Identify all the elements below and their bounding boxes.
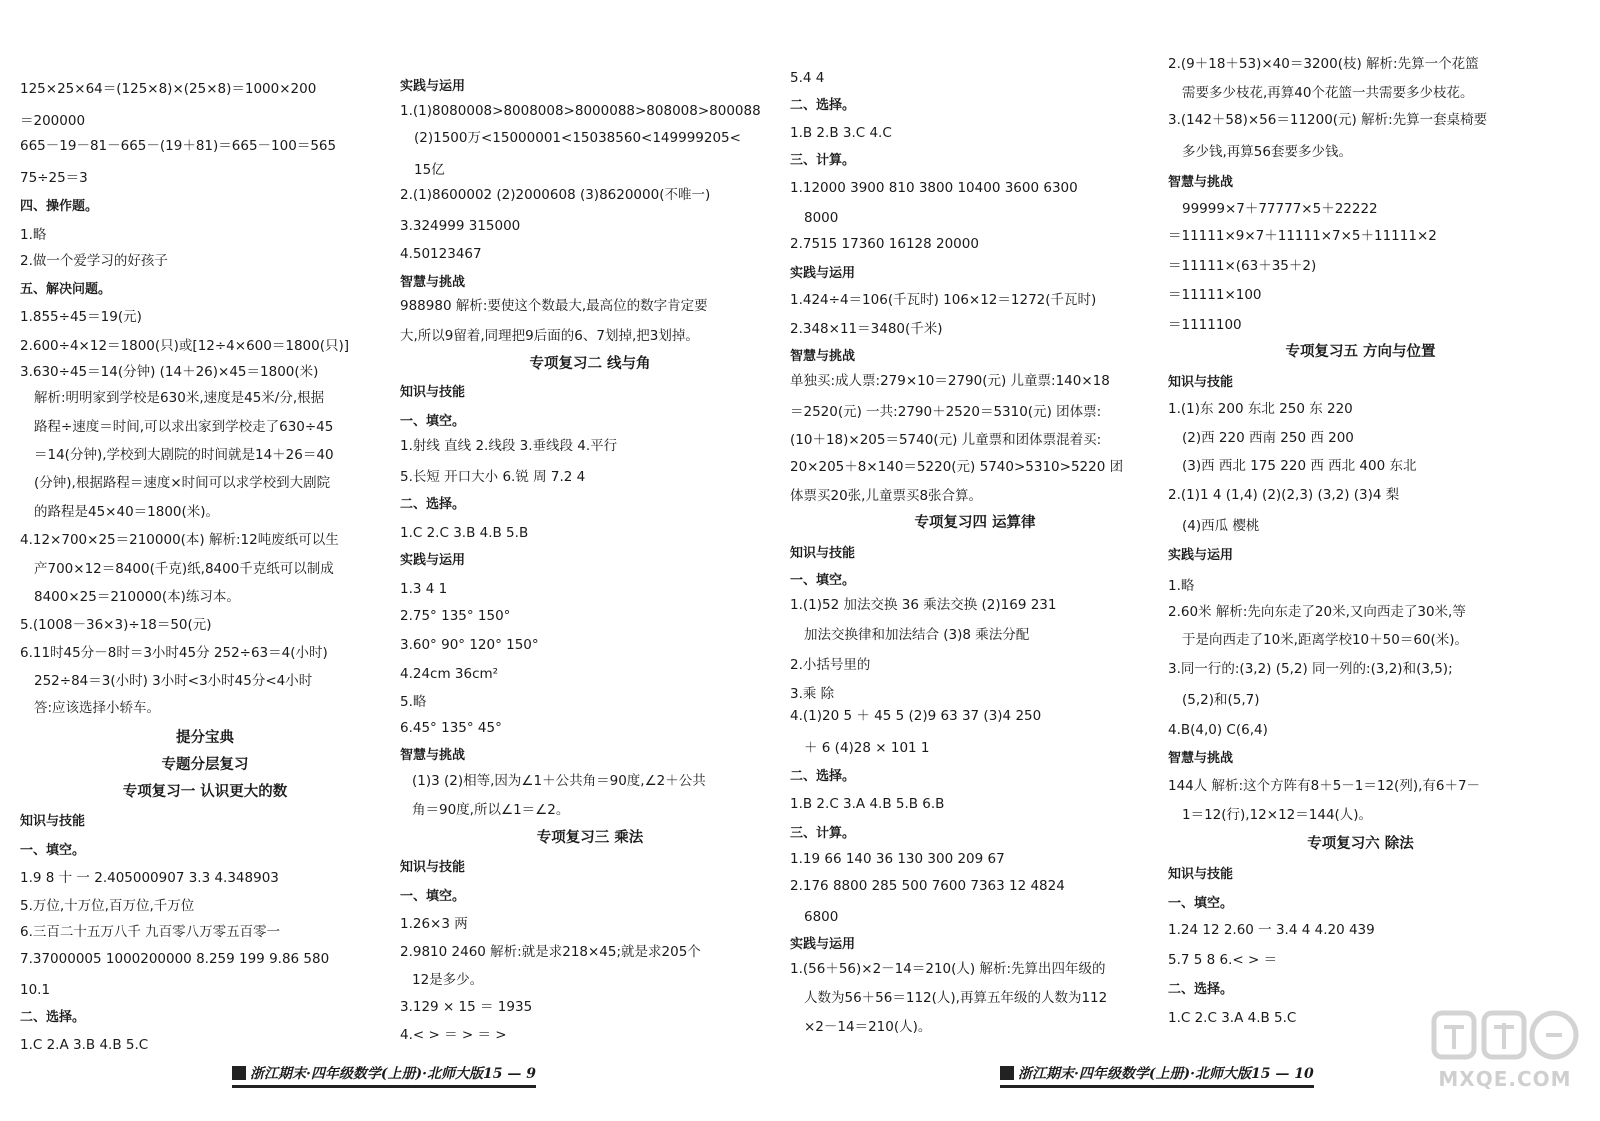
- section-heading: 一、填空。: [400, 889, 466, 904]
- text-line: 2.(1)8600002 (2)2000608 (3)8620000(不唯一): [400, 187, 711, 203]
- text-line: 4.24cm 36cm²: [400, 666, 499, 682]
- text-line: 20×205＋8×140＝5220(元) 5740>5310>5220 团: [790, 459, 1124, 475]
- text-line: 1.C 2.A 3.B 4.B 5.C: [20, 1037, 149, 1053]
- text-line: 1.C 2.C 3.B 4.B 5.B: [400, 525, 529, 541]
- subsection-heading: 知识与技能: [20, 814, 86, 829]
- text-line: 1.C 2.C 3.A 4.B 5.C: [1168, 1010, 1297, 1026]
- text-line: 解析:明明家到学校是630米,速度是45米/分,根据: [34, 390, 325, 406]
- text-line: 3.(142＋58)×56＝11200(元) 解析:先算一套桌椅要: [1168, 112, 1488, 128]
- subsection-heading: 智慧与挑战: [400, 748, 466, 763]
- text-line: 5.略: [400, 694, 427, 710]
- text-line: 体票买20张,儿童票买8张合算。: [790, 488, 983, 504]
- chapter-title: 专项复习三 乘法: [536, 830, 644, 846]
- text-line: 加法交换律和加法结合 (3)8 乘法分配: [804, 627, 1030, 643]
- text-line: 4.(1)20 5 ＋ 45 5 (2)9 63 37 (3)4 250: [790, 708, 1042, 724]
- text-line: 多少钱,再算56套要多少钱。: [1182, 144, 1352, 160]
- subsection-heading: 实践与运用: [790, 266, 856, 281]
- footer-mark-icon: [1000, 1066, 1014, 1080]
- text-line: 3.60° 90° 120° 150°: [400, 637, 539, 653]
- text-line: ＝11111×100: [1168, 287, 1262, 303]
- text-line: 1.(1)52 加法交换 36 乘法交换 (2)169 231: [790, 597, 1057, 613]
- text-line: 需要多少枝花,再算40个花篮一共需要多少枝花。: [1182, 85, 1474, 101]
- text-line: 3.129 × 15 ＝ 1935: [400, 999, 533, 1015]
- chapter-title: 专项复习四 运算律: [914, 515, 1036, 531]
- text-line: (1)3 (2)相等,因为∠1＋公共角＝90度,∠2＋公共: [412, 773, 706, 789]
- text-line: 1.略: [20, 227, 47, 243]
- text-line: 路程÷速度＝时间,可以求出家到学校走了630÷45: [34, 419, 334, 435]
- footer-text: 浙江期末·四年级数学(上册)·北师大版15 — 9: [250, 1066, 536, 1082]
- book-section-title: 提分宝典: [176, 730, 234, 746]
- section-heading: 二、选择。: [790, 769, 856, 784]
- text-line: (4)西瓜 樱桃: [1182, 518, 1260, 534]
- section-heading: 一、填空。: [790, 573, 856, 588]
- text-line: 5.7 5 8 6.< > ＝: [1168, 952, 1278, 968]
- text-line: 1.射线 直线 2.线段 3.垂线段 4.平行: [400, 438, 618, 454]
- text-line: 产700×12＝8400(千克)纸,8400千克纸可以制成: [34, 561, 334, 577]
- subsection-heading: 知识与技能: [790, 546, 856, 561]
- text-line: 2.75° 135° 150°: [400, 608, 511, 624]
- text-line: ＝2520(元) 一共:2790＋2520＝5310(元) 团体票:: [790, 404, 1102, 420]
- text-line: 10.1: [20, 982, 51, 998]
- text-line: ＝11111×(63＋35＋2): [1168, 258, 1317, 274]
- section-heading: 一、填空。: [1168, 896, 1234, 911]
- text-line: 252÷84＝3(小时) 3小时<3小时45分<4小时: [34, 673, 313, 689]
- text-line: ＝14(分钟),学校到大剧院的时间就是14＋26＝40: [34, 447, 334, 463]
- text-line: 3.630÷45＝14(分钟) (14＋26)×45＝1800(米): [20, 364, 319, 380]
- section-heading: 一、填空。: [20, 843, 86, 858]
- section-heading: 二、选择。: [1168, 982, 1234, 997]
- text-line: 4.< > ＝ > ＝ >: [400, 1027, 507, 1043]
- text-line: 5.万位,十万位,百万位,千万位: [20, 898, 195, 914]
- text-line: (10＋18)×205＝5740(元) 儿童票和团体票混着买:: [790, 432, 1102, 448]
- footer-mark-icon: [232, 1066, 246, 1080]
- chapter-title: 专项复习二 线与角: [529, 356, 651, 372]
- text-line: 1.略: [1168, 578, 1195, 594]
- section-heading: 三、计算。: [790, 826, 856, 841]
- text-line: 5.长短 开口大小 6.锐 周 7.2 4: [400, 469, 586, 485]
- text-line: 1.424÷4＝106(千瓦时) 106×12＝1272(千瓦时): [790, 292, 1097, 308]
- text-line: 单独买:成人票:279×10＝2790(元) 儿童票:140×18: [790, 373, 1110, 389]
- text-line: (2)1500万<15000001<15038560<149999205<: [414, 130, 741, 146]
- page-footer-right: [1000, 1063, 1314, 1088]
- text-line: 3.324999 315000: [400, 218, 521, 234]
- chapter-title: 专项复习六 除法: [1307, 836, 1414, 852]
- text-line: 6800: [804, 909, 839, 925]
- text-line: 1.(56＋56)×2－14＝210(人) 解析:先算出四年级的: [790, 961, 1106, 977]
- subsection-heading: 实践与运用: [400, 553, 466, 568]
- text-line: 1.B 2.B 3.C 4.C: [790, 125, 892, 141]
- text-line: 1.3 4 1: [400, 581, 448, 597]
- text-line: 大,所以9留着,同理把9后面的6、7划掉,把3划掉。: [400, 328, 699, 344]
- text-line: 99999×7＋77777×5＋22222: [1182, 201, 1378, 217]
- subsection-heading: 知识与技能: [1168, 867, 1234, 882]
- text-line: 2.600÷4×12＝1800(只)或[12÷4×600＝1800(只)]: [20, 338, 350, 354]
- text-line: (3)西 西北 175 220 西 西北 400 东北: [1182, 458, 1417, 474]
- book-section-subtitle: 专题分层复习: [161, 757, 249, 773]
- text-line: 2.7515 17360 16128 20000: [790, 236, 979, 252]
- text-line: 6.45° 135° 45°: [400, 720, 502, 736]
- text-line: 的路程是45×40＝1800(米)。: [34, 504, 220, 520]
- subsection-heading: 实践与运用: [1168, 548, 1234, 563]
- text-line: 4.50123467: [400, 246, 482, 262]
- text-line: ＝1111100: [1168, 317, 1242, 333]
- text-line: 于是向西走了10米,距离学校10＋50＝60(米)。: [1182, 632, 1469, 648]
- watermark-site-text: MXQE.COM: [1438, 1067, 1572, 1091]
- text-line: 2.60米 解析:先向东走了20米,又向西走了30米,等: [1168, 604, 1466, 620]
- text-line: (2)西 220 西南 250 西 200: [1182, 430, 1354, 446]
- text-line: 1.855÷45＝19(元): [20, 309, 142, 325]
- text-line: 8400×25＝210000(本)练习本。: [34, 589, 240, 605]
- text-line: (分钟),根据路程＝速度×时间可以求学校到大剧院: [34, 475, 331, 491]
- text-line: 12是多少。: [412, 972, 484, 988]
- section-heading: 二、选择。: [20, 1010, 86, 1025]
- text-line: 1.9 8 十 一 2.405000907 3.3 4.348903: [20, 870, 279, 886]
- text-line: 2.9810 2460 解析:就是求218×45;就是求205个: [400, 944, 701, 960]
- text-line: 988980 解析:要使这个数最大,最高位的数字肯定要: [400, 298, 708, 314]
- text-line: 2.348×11＝3480(千米): [790, 321, 943, 337]
- section-heading: 二、选择。: [400, 497, 466, 512]
- section-heading: 二、选择。: [790, 98, 856, 113]
- text-line: 4.12×700×25＝210000(本) 解析:12吨废纸可以生: [20, 532, 339, 548]
- text-line: 7.37000005 1000200000 8.259 199 9.86 580: [20, 951, 330, 967]
- subsection-heading: 智慧与挑战: [1168, 175, 1234, 190]
- text-line: 2.(1)1 4 (1,4) (2)(2,3) (3,2) (3)4 梨: [1168, 487, 1400, 503]
- text-line: 1.B 2.C 3.A 4.B 5.B 6.B: [790, 796, 945, 812]
- chapter-title: 专项复习五 方向与位置: [1285, 344, 1436, 360]
- text-line: 2.小括号里的: [790, 657, 871, 673]
- text-line: 8000: [804, 210, 839, 226]
- text-line: ＋ 6 (4)28 × 101 1: [804, 740, 930, 756]
- text-line: 3.乘 除: [790, 686, 835, 702]
- page-footer-left: [232, 1063, 536, 1088]
- text-line: 4.B(4,0) C(6,4): [1168, 722, 1268, 738]
- section-heading: 五、解决问题。: [20, 282, 112, 297]
- text-line: 1.26×3 两: [400, 916, 468, 932]
- text-line: 1.(1)东 200 东北 250 东 220: [1168, 401, 1353, 417]
- subsection-heading: 实践与运用: [400, 79, 466, 94]
- text-line: 15亿: [414, 162, 445, 178]
- text-line: 1.19 66 140 36 130 300 209 67: [790, 851, 1005, 867]
- text-line: ＝11111×9×7＋11111×7×5＋11111×2: [1168, 228, 1437, 244]
- text-line: 角＝90度,所以∠1＝∠2。: [412, 802, 570, 818]
- text-line: 2.做一个爱学习的好孩子: [20, 253, 168, 269]
- text-line: 答:应该选择小轿车。: [34, 700, 161, 716]
- section-heading: 三、计算。: [790, 153, 856, 168]
- footer-text: 浙江期末·四年级数学(上册)·北师大版15 — 10: [1018, 1066, 1314, 1082]
- text-line: (5,2)和(5,7): [1182, 692, 1260, 708]
- section-heading: 一、填空。: [400, 414, 466, 429]
- text-line: 2.(9＋18＋53)×40＝3200(枝) 解析:先算一个花篮: [1168, 56, 1479, 72]
- text-line: 665－19－81－665－(19＋81)＝665－100＝565: [20, 138, 337, 154]
- subsection-heading: 知识与技能: [1168, 375, 1234, 390]
- subsection-heading: 实践与运用: [790, 937, 856, 952]
- text-line: ＝200000: [20, 113, 86, 129]
- text-line: 1.(1)8080008>8008008>8000088>808008>800088: [400, 103, 761, 119]
- text-line: 144人 解析:这个方阵有8＋5－1＝12(列),有6＋7－: [1168, 778, 1481, 794]
- text-line: 3.同一行的:(3,2) (5,2) 同一列的:(3,2)和(3,5);: [1168, 661, 1453, 677]
- section-heading: 四、操作题。: [20, 199, 99, 214]
- subsection-heading: 智慧与挑战: [1168, 751, 1234, 766]
- subsection-heading: 智慧与挑战: [400, 275, 466, 290]
- text-line: 125×25×64＝(125×8)×(25×8)＝1000×200: [20, 81, 317, 97]
- text-line: 6.11时45分－8时＝3小时45分 252÷63＝4(小时): [20, 645, 328, 661]
- subsection-heading: 知识与技能: [400, 860, 466, 875]
- text-line: 1＝12(行),12×12＝144(人)。: [1182, 807, 1373, 823]
- text-line: 2.176 8800 285 500 7600 7363 12 4824: [790, 878, 1065, 894]
- subsection-heading: 智慧与挑战: [790, 349, 856, 364]
- text-line: 人数为56＋56＝112(人),再算五年级的人数为112: [804, 990, 1108, 1006]
- text-line: 6.三百二十五万八千 九百零八万零五百零一: [20, 924, 281, 940]
- chapter-title: 专项复习一 认识更大的数: [122, 784, 288, 800]
- text-line: 5.4 4: [790, 70, 825, 86]
- text-line: 75÷25＝3: [20, 170, 88, 186]
- text-line: 5.(1008－36×3)÷18＝50(元): [20, 617, 212, 633]
- subsection-heading: 知识与技能: [400, 385, 466, 400]
- text-line: 1.12000 3900 810 3800 10400 3600 6300: [790, 180, 1078, 196]
- text-line: ×2－14＝210(人)。: [804, 1019, 932, 1035]
- text-line: 1.24 12 2.60 一 3.4 4 4.20 439: [1168, 922, 1375, 938]
